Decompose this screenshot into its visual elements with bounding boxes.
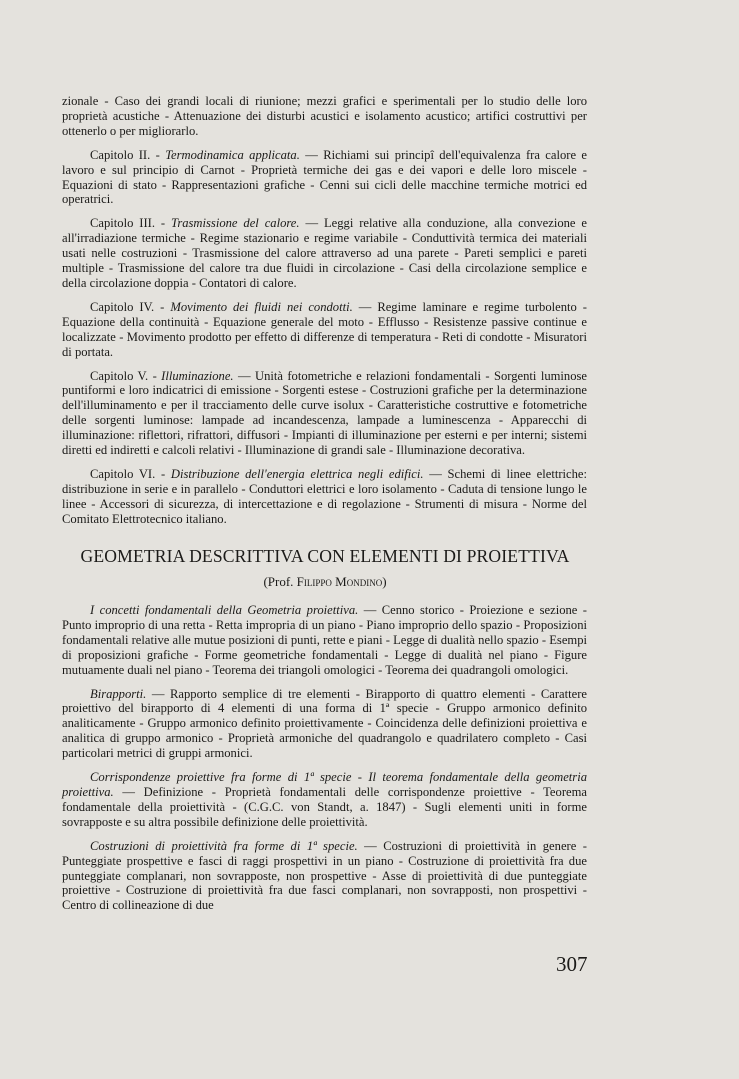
paragraph-topic: I concetti fondamentali della Geometria proiettiva. xyxy=(90,603,359,617)
paragraph-corrispondenze: Corrispondenze proiettive fra forme di 1ª specie - Il teorema fondamentale della geometria proiettiva. — Definizione - Proprietà fondamentali delle corrispondenze proiettive - Teorema fondamentale della proiettività - (C.G.C. von Standt, a. 1847) - Sugli elementi uniti in forme sovrapposte e su altra possibile definizione delle proiettività. xyxy=(62,770,587,829)
paragraph-topic: Birapporti. xyxy=(90,686,147,701)
paragraph-chapter-4: Capitolo IV. - Movimento dei fluidi nei condotti. — Regime laminare e regime turbolento - Equazione della continuità - Equazione generale del moto - Efflusso - Resistenze passive continue e localizzate - Movimento prodotto per effetto di differenze di temperatura - Reti di condotte - Misuratori di portata. xyxy=(62,299,587,359)
paragraph-chapter-2: Capitolo II. - Termodinamica applicata. — Richiami sui principî dell'equivalenza fra calore e lavoro e sul principio di Carnot - Proprietà termiche dei gas e dei vapori e delle loro miscele - Equazioni di stato - Rappresentazioni grafiche - Cenni sui cicli delle macchine termiche motrici ed operatrici. xyxy=(62,147,587,207)
paragraph-chapter-3: Capitolo III. - Trasmissione del calore. — Leggi relative alla conduzione, alla convezione e all'irradiazione termiche - Regime stazionario e regime variabile - Conduttività termica dei materiali usati nelle costruzioni - Trasmissione del calore attraverso ad una parete - Pareti semplici e pareti multiple - Trasmissione del calore tra due fluidi in circolazione - Casi della circolazione semplice e della circolazione doppia - Contatori di calore. xyxy=(62,216,587,290)
paragraph-birapporti: Birapporti. — Rapporto semplice di tre elementi - Birapporto di quattro elementi - Carattere proiettivo del birapporto di 4 elementi di una forma di 1ª specie - Gruppo armonico definito analiticamente - Gruppo armonico definito proiettivamente - Coincidenza delle definizioni proiettiva e analitica di gruppo armonico - Proprietà armoniche del quadrangolo e quadrilatero completo - Casi particolari metrici di gruppi armonici. xyxy=(62,686,587,761)
upper-body-text xyxy=(62,94,587,536)
paragraph-chapter-5: Capitolo V. - Illuminazione. — Unità fotometriche e relazioni fondamentali - Sorgenti luminose puntiformi e loro indicatrici di emissione - Sorgenti estese - Costruzioni grafiche per la determinazione dell'illuminamento e per il tracciamento delle curve isolux - Caratteristiche costruttive e fotometriche delle sorgenti luminose: lampade ad incandescenza, lampade a luminescenza - Apparecchi di illuminazione: riflettori, rifrattori, diffusori - Impianti di illuminazione per esterni e per interni; sistemi diretti ed indiretti e calcoli relativi - Illuminazione di grandi sale - Illuminazione decorativa. xyxy=(62,368,587,458)
page-number: 307 xyxy=(556,952,588,976)
chapter-topic: Movimento dei fluidi nei condotti. xyxy=(170,299,353,314)
author-name: Filippo Mondino xyxy=(296,574,383,589)
chapter-topic: Illuminazione. xyxy=(161,368,234,383)
paragraph-concetti: I concetti fondamentali della Geometria proiettiva. — Cenno storico - Proiezione e sezione - Punto improprio di una retta - Retta impropria di un piano - Piano improprio dello spazio - Proposizioni fondamentali relative alle mutue posizioni di punti, rette e piani - Legge di dualità nello spazio - Esempi di proposizioni grafiche - Forme geometriche fondamentali - Legge di dualità nel piano - Figure mutuamente duali nel piano - Teorema dei triangoli omologici - Teorema dei quadrangoli omologici. xyxy=(62,603,587,677)
paragraph-costruzioni: Costruzioni di proiettività fra forme di 1ª specie. — Costruzioni di proiettività in genere - Punteggiate prospettive e fasci di raggi prospettivi in un piano - Costruzione di proiettività fra due punteggiate complanari, non sovrapposte, non prospettive - Asse di proiettività di due punteggiate proiettive - Costruzione di proiettività fra due fasci complanari, non sovrapposti, non prospettivi - Centro di collineazione di due xyxy=(62,838,587,913)
paragraph-chapter-6: Capitolo VI. - Distribuzione dell'energia elettrica negli edifici. — Schemi di linee elettriche: distribuzione in serie e in parallelo - Conduttori elettrici e loro isolamento - Caduta di tensione lungo le linee - Accessori di sicurezza, di intercettazione e di regolazione - Strumenti di misura - Norme del Comitato Elettrotecnico italiano. xyxy=(62,466,587,526)
chapter-topic: Trasmissione del calore. xyxy=(171,216,300,231)
chapter-topic: Termodinamica applicata. xyxy=(165,147,300,162)
section-author: (Prof. Filippo Mondino) xyxy=(263,574,387,589)
chapter-topic: Distribuzione dell'energia elettrica negli edifici. xyxy=(170,466,424,481)
section-title: GEOMETRIA DESCRITTIVA CON ELEMENTI DI PROIETTIVA xyxy=(80,546,570,566)
paragraph-topic: Corrispondenze proiettive fra forme di 1ª specie - Il teorema fondamentale della geometria proiettiva. xyxy=(62,770,587,799)
lower-body-text xyxy=(62,603,587,922)
paragraph-continuation: zionale - Caso dei grandi locali di riunione; mezzi grafici e sperimentali per lo studio delle loro proprietà acustiche - Attenuazione dei disturbi acustici e isolamento acustico; artifici costruttivi per ottenerlo o per migliorarlo. xyxy=(62,94,587,138)
paragraph-topic: Costruzioni di proiettività fra forme di 1ª specie. xyxy=(90,838,358,853)
